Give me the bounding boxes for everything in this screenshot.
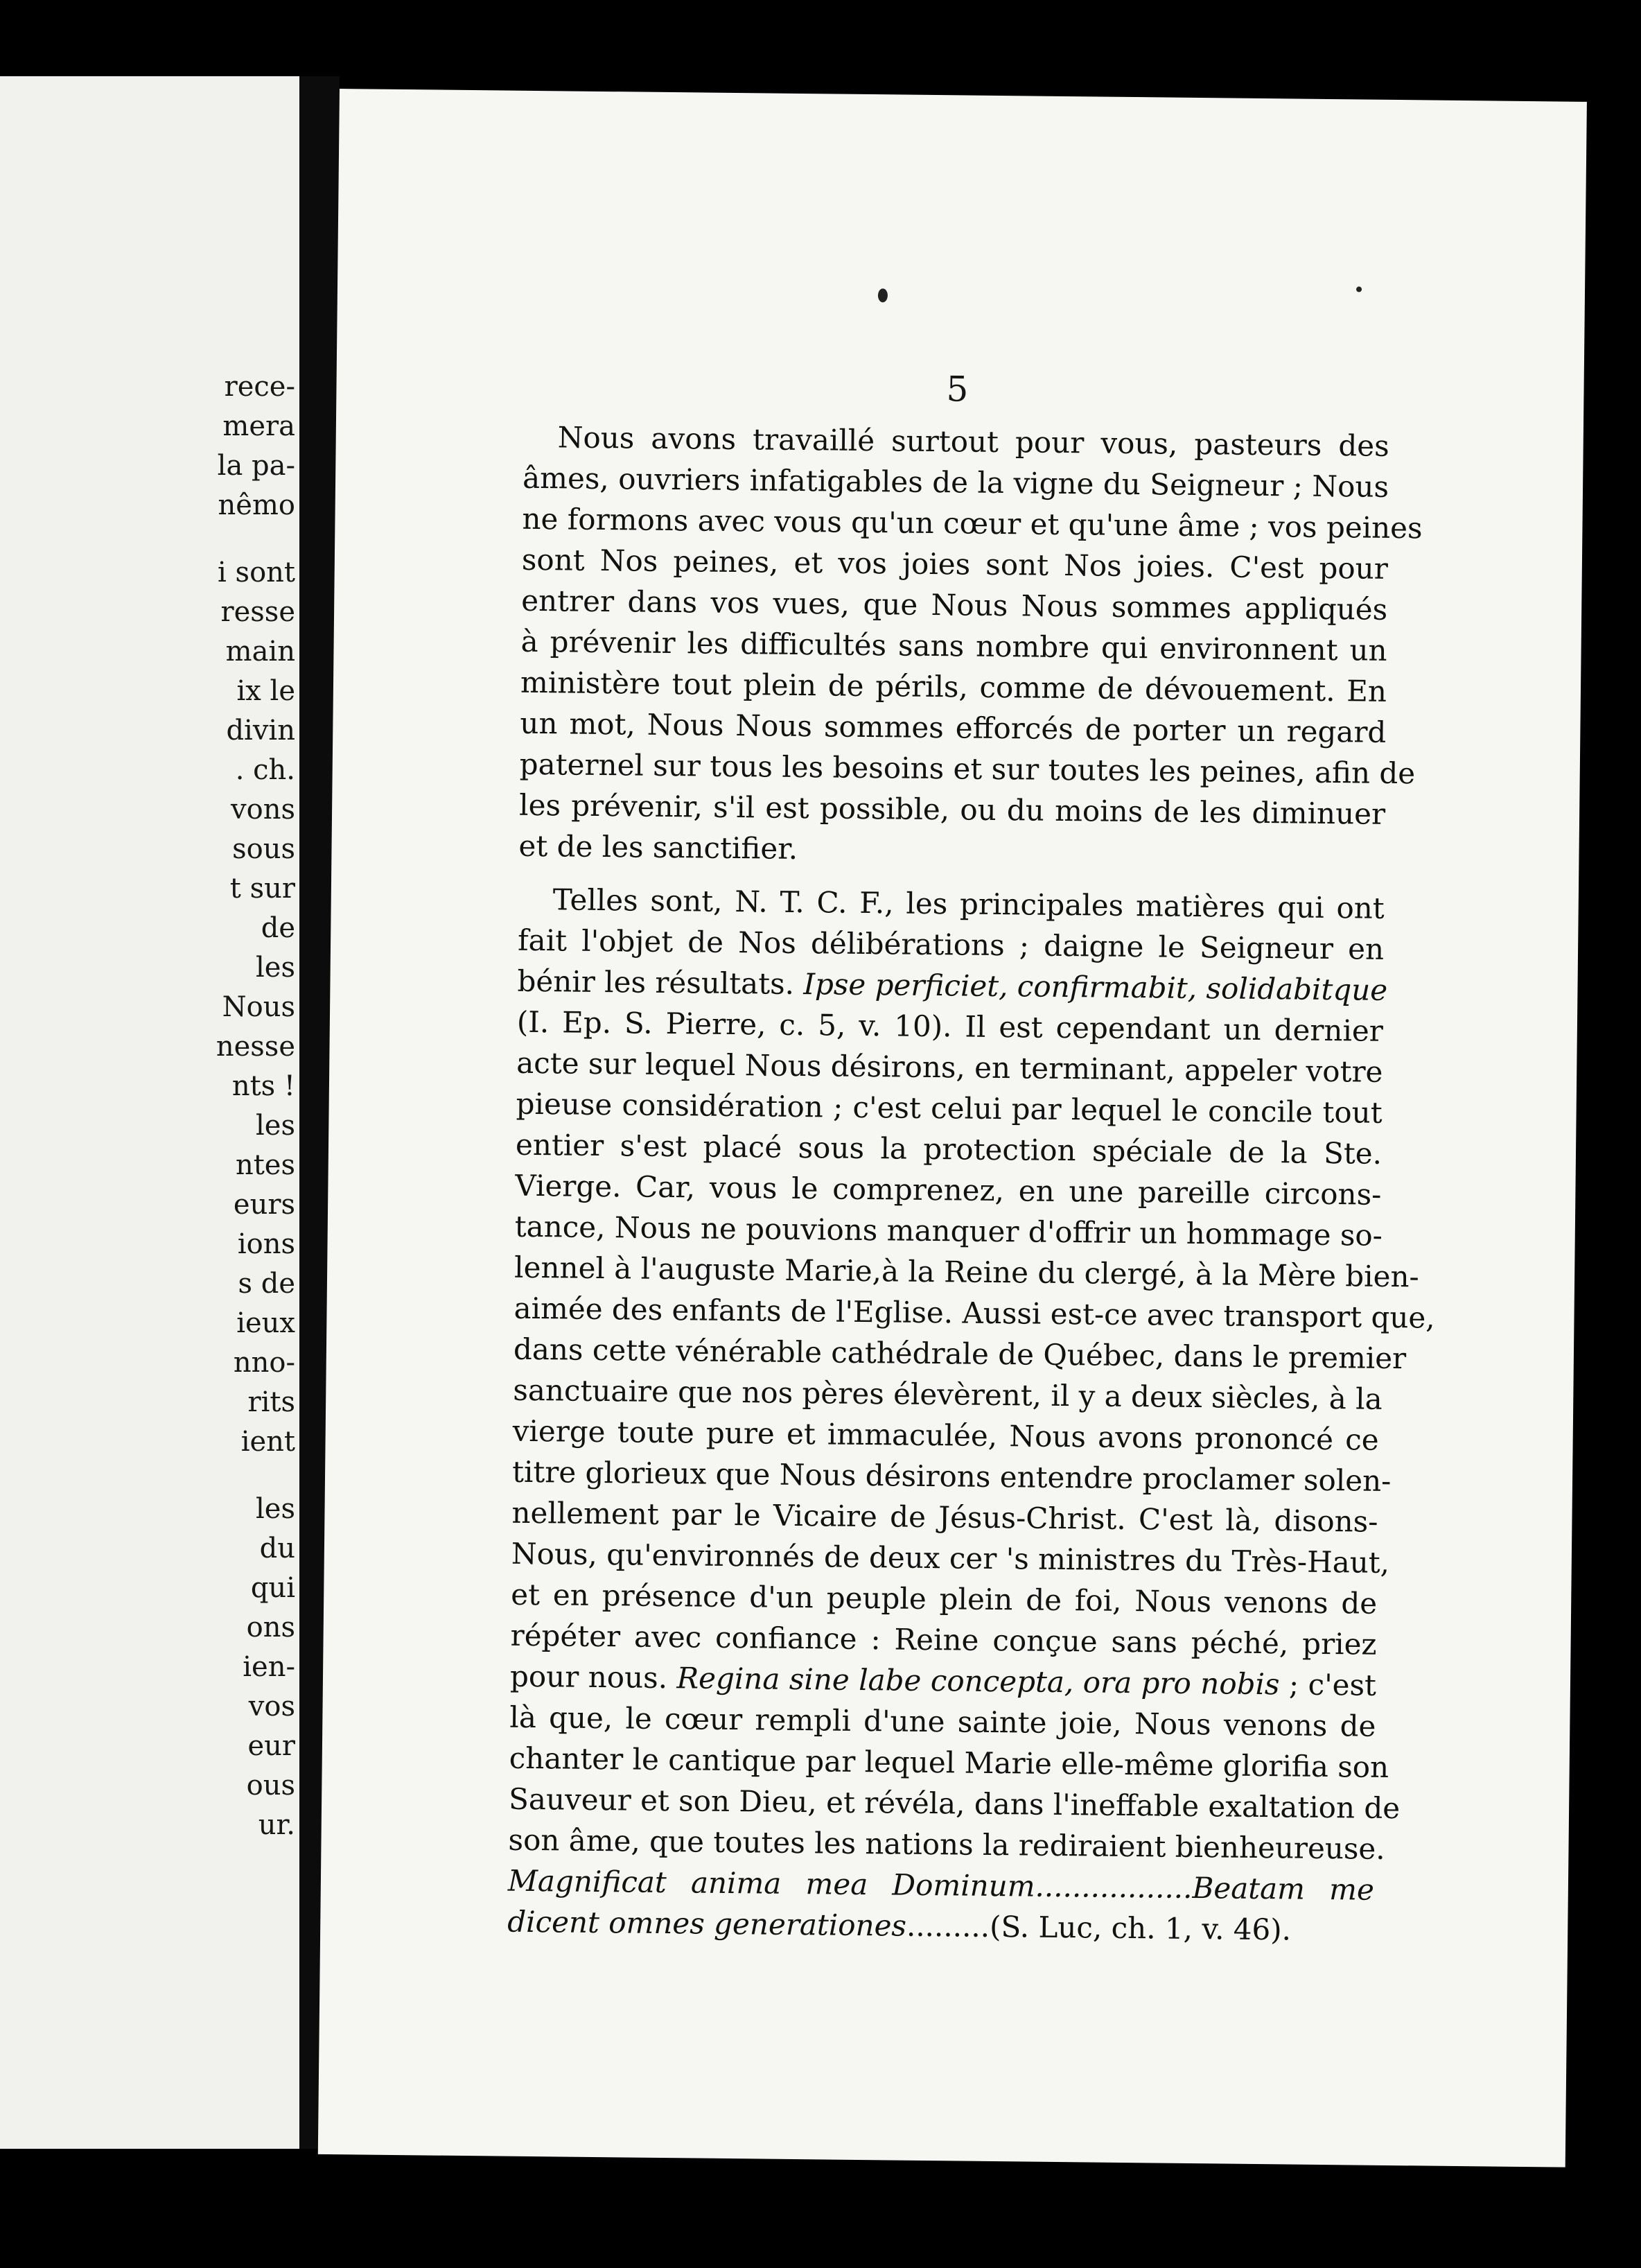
previous-page-line-fragment: ient [240,1426,295,1458]
previous-page-line-fragment: divin [226,715,295,747]
text-run: titre glorieux que Nous désirons entendre proclamer solen- [511,1454,1392,1498]
previous-page-line-fragment: vos [248,1691,295,1722]
text-run: aimée des enfants de l'Eglise. Aussi est-ce avec transport que, [514,1291,1435,1335]
previous-page-line-fragment: ieux [236,1307,295,1339]
previous-page-line-fragment: nts ! [231,1070,295,1102]
previous-page-line-fragment [216,1462,295,1490]
previous-page-line-fragment: sous [232,833,295,865]
previous-page-line-fragment: ur. [258,1809,295,1841]
ink-speck [1356,286,1362,292]
previous-page-line-fragment: t sur [229,873,295,905]
text-line: Nous avons travaillé surtout pour vous, pasteurs des [557,420,1389,463]
latin-quotation: Regina sine labe concepta, ora pro nobis [676,1661,1280,1702]
latin-quotation: Magnificat anima mea Dominum.................Beatam me [507,1863,1375,1907]
latin-quotation: dicent omnes generationes [507,1904,907,1943]
paragraph-1 [518,417,1423,875]
previous-page-line-fragment: resse [220,596,295,628]
previous-page-line-fragment [216,525,295,553]
current-page [318,89,1587,2167]
paragraph-2 [507,879,1435,1951]
text-run: (I. Ep. S. Pierre, c. 5, v. 10). Il est cependant un dernier [516,1004,1384,1048]
text-run: chanter le cantique par lequel Marie elle-même glorifia son [509,1741,1389,1784]
previous-page-line-fragment: la pa- [217,450,295,482]
previous-page-line-fragment: rece- [224,371,295,403]
previous-page-line-fragment: ntes [235,1149,295,1181]
previous-page-line-fragment: les [256,1110,295,1142]
text-run: Sauveur et son Dieu, et révéla, dans l'ineffable exaltation de [508,1781,1401,1826]
previous-page-line-fragment: s de [238,1268,295,1300]
ink-speck [878,288,888,302]
text-run: pour nous. [509,1659,677,1695]
previous-page-line-fragment: nno- [233,1347,295,1379]
previous-page-line-fragment: du [259,1533,295,1564]
latin-quotation: Ipse perficiet, confirmabit, solidabitque [803,967,1388,1007]
previous-page-line-fragment: les [256,1493,295,1525]
text-run: dans cette vénérable cathédrale de Québec, dans le premier [513,1332,1407,1376]
previous-page-line-fragment: i sont [218,557,295,588]
text-line: sont Nos peines, et vos joies sont Nos joies. C'est pour [521,542,1389,586]
previous-page-line-fragment: nêmo [218,489,295,521]
previous-page-line-ends [216,367,295,1845]
text-line: entrer dans vos vues, que Nous Nous sommes appliqués [521,583,1388,627]
text-line: ministère tout plein de périls, comme de dévouement. En [520,665,1387,708]
text-run: vierge toute pure et immaculée, Nous avons prononcé ce [512,1413,1379,1457]
previous-page-line-fragment: ous [246,1770,295,1802]
text-run: acte sur lequel Nous désirons, en terminant, appeler votre [516,1045,1383,1089]
previous-page-line-fragment: qui [250,1572,295,1604]
text-line: et de les sanctifier. [518,828,798,866]
text-run: bénir les résultats. [517,963,804,1002]
previous-page-line-fragment: eur [247,1730,295,1762]
previous-page-line-fragment: nesse [216,1031,295,1063]
previous-page-line-fragment: ix le [236,675,295,707]
text-line: les prévenir, s'il est possible, ou du moins de les diminuer [518,787,1386,831]
text-run: .........(S. Luc, ch. 1, v. 46). [906,1908,1292,1947]
text-run: et en présence d'un peuple plein de foi, Nous venons de [511,1577,1378,1621]
page-body [507,417,1435,1951]
text-run: tance, Nous ne pouvions manquer d'offrir un hommage so- [514,1209,1383,1253]
previous-page-line-fragment: main [225,636,295,668]
text-run: son âme, que toutes les nations la rediraient bienheureuse. [508,1822,1385,1866]
previous-page-line-fragment: vons [231,794,295,826]
text-run: fait l'objet de Nos délibérations ; daigne le Seigneur en [517,923,1385,966]
text-run: nellement par le Vicaire de Jésus-Christ. C'est là, disons- [511,1495,1378,1539]
previous-page-line-fragment: mera [222,410,295,442]
previous-page-line-fragment: Nous [222,991,295,1023]
previous-page-line-fragment: ien- [243,1651,295,1683]
text-run: répéter avec confiance : Reine conçue sans péché, priez [510,1618,1377,1661]
text-run: Vierge. Car, vous le comprenez, en une pareille circons- [515,1168,1382,1212]
previous-page-line-fragment: eurs [233,1189,295,1221]
page-number: 5 [946,369,969,410]
text-line [507,1901,1374,1951]
previous-page-line-fragment: les [256,952,295,984]
text-run: Telles sont, N. T. C. F., les principales matières qui ont [552,882,1385,925]
text-run: là que, le cœur rempli d'une sainte joie, Nous venons de [509,1700,1376,1743]
text-line: paternel sur tous les besoins et sur toutes les peines, afin de [519,747,1416,791]
text-line: un mot, Nous Nous sommes efforcés de porter un regard [520,706,1387,749]
previous-page-line-fragment: rits [247,1386,295,1418]
text-line: ne formons avec vous qu'un cœur et qu'une âme ; vos peines [522,501,1423,546]
previous-page-line-fragment: . ch. [235,754,295,786]
text-run: pieuse considération ; c'est celui par lequel le concile tout [516,1086,1383,1130]
text-run: sanctuaire que nos pères élevèrent, il y a deux siècles, à la [513,1372,1383,1416]
text-run: ; c'est [1279,1667,1377,1702]
text-run: entier s'est placé sous la protection spéciale de la Ste. [515,1127,1383,1171]
text-line: âmes, ouvriers infatigables de la vigne du Seigneur ; Nous [522,460,1389,504]
text-run: lennel à l'auguste Marie,à la Reine du clergé, à la Mère bien- [514,1250,1419,1294]
previous-page-line-fragment: ons [246,1612,295,1643]
text-line: à prévenir les difficultés sans nombre qui environnent un [520,624,1387,668]
previous-page-fragment [0,76,299,2149]
previous-page-line-fragment: ions [237,1228,295,1260]
text-run: Nous, qu'environnés de deux cer 's ministres du Très-Haut, [511,1536,1390,1580]
previous-page-line-fragment: de [261,912,295,944]
